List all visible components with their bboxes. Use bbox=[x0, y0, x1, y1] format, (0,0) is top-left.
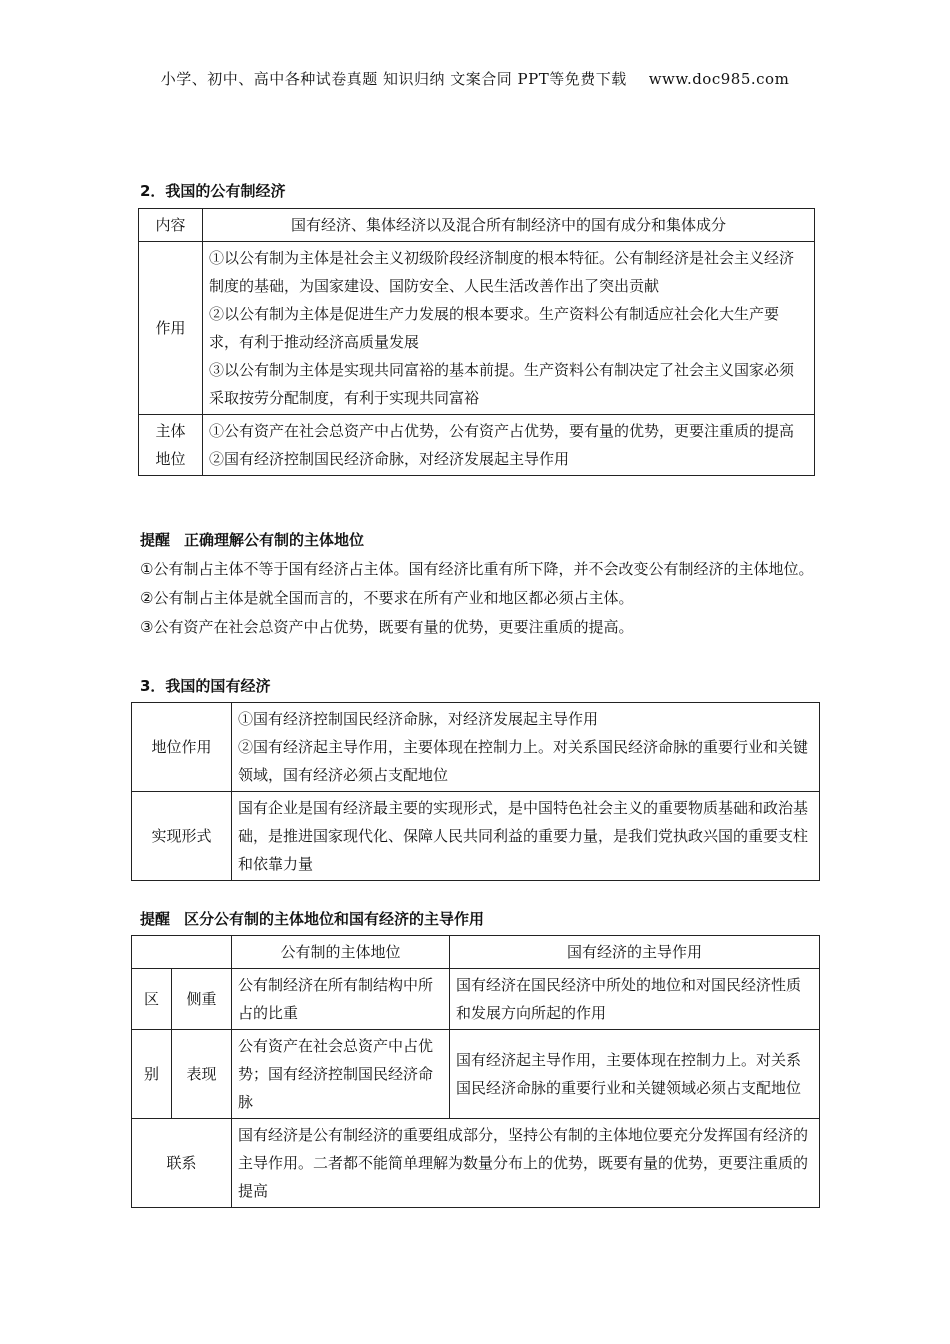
compare-table bbox=[131, 935, 820, 1208]
col-header-public: 公有制的主体地位 bbox=[232, 936, 450, 969]
status-cell bbox=[203, 415, 815, 476]
remind-box-1 bbox=[140, 526, 820, 642]
row-label-role: 作用 bbox=[139, 242, 203, 415]
row-label-performance: 表现 bbox=[172, 1030, 232, 1119]
remind1-title bbox=[140, 526, 820, 555]
table-row bbox=[139, 242, 815, 415]
table-row bbox=[132, 1119, 820, 1208]
diff-label-1: 区 bbox=[132, 969, 172, 1030]
diff-label-2: 别 bbox=[132, 1030, 172, 1119]
remind1-line-1: ①公有制占主体不等于国有经济占主体。国有经济比重有所下降，并不会改变公有制经济的主体地位。 bbox=[140, 560, 814, 578]
table-row bbox=[132, 1030, 820, 1119]
table-row bbox=[139, 209, 815, 242]
content-value: 国有经济、集体经济以及混合所有制经济中的国有成分和集体成分 bbox=[203, 209, 815, 242]
row-label-focus: 侧重 bbox=[172, 969, 232, 1030]
header-text: 小学、初中、高中各种试卷真题 知识归纳 文案合同 PPT等免费下载 bbox=[160, 70, 627, 88]
remind1-line-2: ②公有制占主体是就全国而言的，不要求在所有产业和地区都必须占主体。 bbox=[140, 589, 634, 607]
header-url[interactable]: www.doc985.com bbox=[648, 70, 790, 88]
remind1-tag: 提醒 bbox=[140, 531, 171, 549]
row-label-form: 实现形式 bbox=[132, 792, 232, 881]
remind1-line-3: ③公有资产在社会总资产中占优势，既要有量的优势，更要注重质的提高。 bbox=[140, 618, 634, 636]
table-row bbox=[132, 936, 820, 969]
status-label-line1: 主体 bbox=[155, 422, 186, 440]
status-role-cell bbox=[232, 703, 820, 792]
corner-cell bbox=[132, 936, 232, 969]
remind1-subject: 正确理解公有制的主体地位 bbox=[184, 531, 365, 549]
performance-state: 国有经济起主导作用，主要体现在控制力上。对关系国民经济命脉的重要行业和关键领域必须占支配地位 bbox=[450, 1030, 820, 1119]
status-item-1: ①公有资产在社会总资产中占优势，公有资产占优势，要有量的优势，更要注重质的提高 bbox=[209, 422, 795, 440]
performance-public: 公有资产在社会总资产中占优势；国有经济控制国民经济命脉 bbox=[232, 1030, 450, 1119]
table-row bbox=[132, 703, 820, 792]
remind2-tag: 提醒 bbox=[140, 910, 171, 928]
row-label-content: 内容 bbox=[139, 209, 203, 242]
remind2-title bbox=[140, 905, 820, 934]
page-header bbox=[0, 68, 950, 89]
role-cell bbox=[203, 242, 815, 415]
remind2-subject: 区分公有制的主体地位和国有经济的主导作用 bbox=[184, 910, 485, 928]
role-item-2: ②以公有制为主体是促进生产力发展的根本要求。生产资料公有制适应社会化大生产要求，有利于推动经济高质量发展 bbox=[209, 305, 780, 351]
status-role-item-1: ①国有经济控制国民经济命脉，对经济发展起主导作用 bbox=[238, 710, 599, 728]
role-item-1: ①以公有制为主体是社会主义初级阶段经济制度的根本特征。公有制经济是社会主义经济制度的基础，为国家建设、国防安全、人民生活改善作出了突出贡献 bbox=[209, 249, 795, 295]
row-label-status bbox=[139, 415, 203, 476]
state-economy-table bbox=[131, 702, 820, 881]
table-row bbox=[139, 415, 815, 476]
status-item-2: ②国有经济控制国民经济命脉，对经济发展起主导作用 bbox=[209, 450, 570, 468]
remind-box-2 bbox=[140, 905, 820, 934]
role-item-3: ③以公有制为主体是实现共同富裕的基本前提。生产资料公有制决定了社会主义国家必须采取按劳分配制度，有利于实现共同富裕 bbox=[209, 361, 795, 407]
status-label-line2: 地位 bbox=[155, 450, 186, 468]
table-row bbox=[132, 969, 820, 1030]
row-label-status-role: 地位作用 bbox=[132, 703, 232, 792]
table-row bbox=[132, 792, 820, 881]
section2-heading: 2．我国的公有制经济 bbox=[140, 182, 286, 200]
col-header-state: 国有经济的主导作用 bbox=[450, 936, 820, 969]
link-value: 国有经济是公有制经济的重要组成部分，坚持公有制的主体地位要充分发挥国有经济的主导作用。二者都不能简单理解为数量分布上的优势，既要有量的优势，更要注重质的提高 bbox=[232, 1119, 820, 1208]
section3-heading: 3．我国的国有经济 bbox=[140, 677, 271, 695]
status-role-item-2: ②国有经济起主导作用，主要体现在控制力上。对关系国民经济命脉的重要行业和关键领域，国有经济必须占支配地位 bbox=[238, 738, 809, 784]
focus-public: 公有制经济在所有制结构中所占的比重 bbox=[232, 969, 450, 1030]
focus-state: 国有经济在国民经济中所处的地位和对国民经济性质和发展方向所起的作用 bbox=[450, 969, 820, 1030]
public-ownership-table bbox=[138, 208, 815, 476]
row-label-link: 联系 bbox=[132, 1119, 232, 1208]
form-value: 国有企业是国有经济最主要的实现形式，是中国特色社会主义的重要物质基础和政治基础，是推进国家现代化、保障人民共同利益的重要力量，是我们党执政兴国的重要支柱和依靠力量 bbox=[232, 792, 820, 881]
